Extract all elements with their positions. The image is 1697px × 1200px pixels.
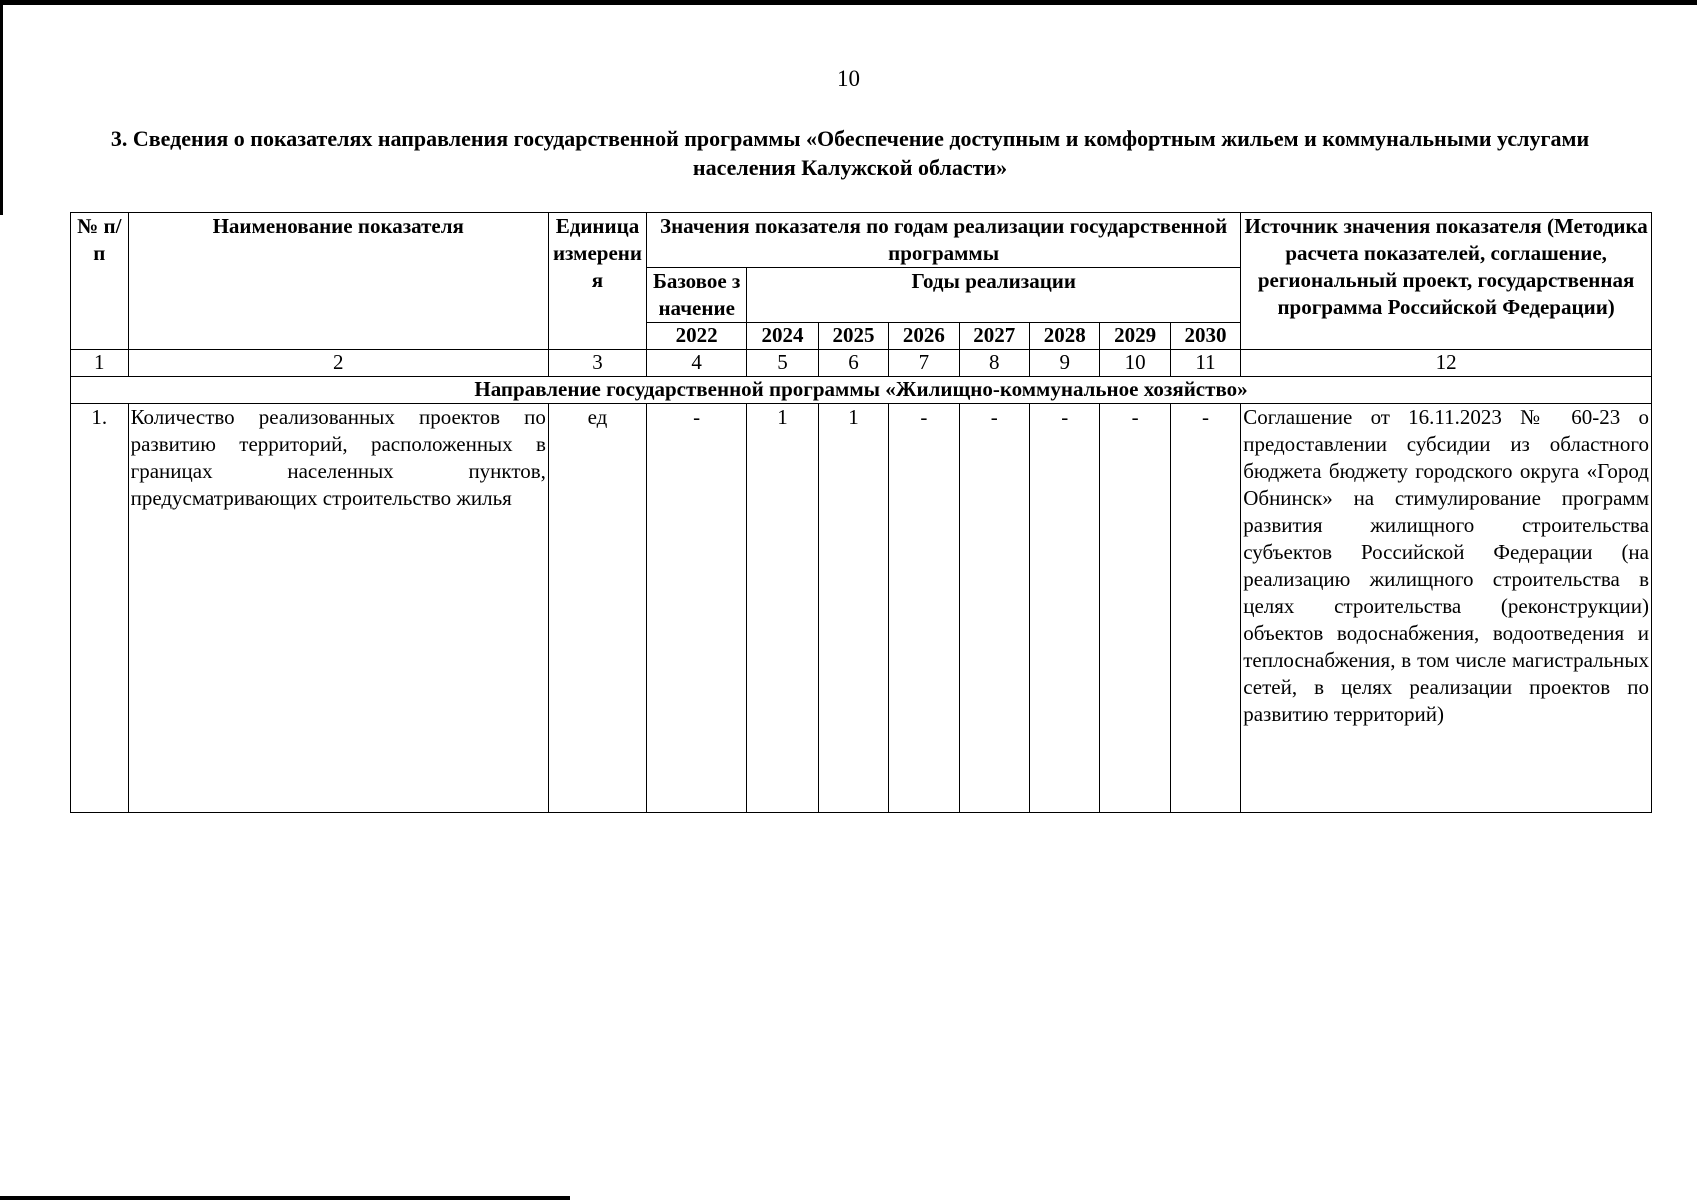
header-year: 2029 <box>1100 323 1170 350</box>
scan-edge-bottom <box>0 1196 570 1200</box>
header-years-group: Годы реализации <box>747 268 1241 323</box>
page-number: 10 <box>837 66 860 91</box>
header-year: 2030 <box>1170 323 1240 350</box>
row-value: 1 <box>747 404 818 813</box>
column-number: 10 <box>1100 350 1170 377</box>
row-value: - <box>959 404 1029 813</box>
header-base-year: 2022 <box>647 323 747 350</box>
section-title: 3. Сведения о показателях направления государственной программы «Обеспечение доступным и комфортным жильем и коммунальными услугами населения Калужской области» <box>110 126 1590 180</box>
header-source: Источник значения показателя (Методика расчета показателей, соглашение, региональный проект, государственная программа Российской Федерации) <box>1241 213 1652 350</box>
row-num: 1. <box>71 404 129 813</box>
row-value: 1 <box>818 404 888 813</box>
column-number: 11 <box>1170 350 1240 377</box>
indicators-table <box>70 212 1652 813</box>
header-values-group: Значения показателя по годам реализации государственной программы <box>647 213 1241 268</box>
row-value: - <box>1100 404 1170 813</box>
column-number: 6 <box>818 350 888 377</box>
header-base: Базовое значение <box>647 268 747 323</box>
header-year: 2028 <box>1030 323 1100 350</box>
column-number: 5 <box>747 350 818 377</box>
header-year: 2025 <box>818 323 888 350</box>
row-value: - <box>1170 404 1240 813</box>
column-number: 8 <box>959 350 1029 377</box>
header-name: Наименование показателя <box>128 213 548 350</box>
scan-edge-left <box>0 0 3 215</box>
row-unit: ед <box>548 404 646 813</box>
header-unit: Единица измерения <box>548 213 646 350</box>
table-row <box>71 404 1652 813</box>
column-number: 2 <box>128 350 548 377</box>
header-year: 2027 <box>959 323 1029 350</box>
column-number: 12 <box>1241 350 1652 377</box>
header-year: 2024 <box>747 323 818 350</box>
column-number: 4 <box>647 350 747 377</box>
header-num: № п/п <box>71 213 129 350</box>
scan-edge-top <box>0 0 1697 5</box>
column-number: 3 <box>548 350 646 377</box>
row-name: Количество реализованных проектов по развитию территорий, расположенных в границах населенных пунктов, предусматривающих строительство жилья <box>128 404 548 813</box>
column-number: 1 <box>71 350 129 377</box>
row-value: - <box>889 404 959 813</box>
row-source: Соглашение от 16.11.2023 № 60-23 о предоставлении субсидии из областного бюджета бюджету городского округа «Город Обнинск» на стимулирование программ развития жилищного строительства субъектов Российской Федерации (на реализацию жилищного строительства в целях строительства (реконструкции) объектов водоснабжения, водоотведения и теплоснабжения, в том числе магистральных сетей, в целях реализации проектов по развитию территорий) <box>1241 404 1652 813</box>
column-number: 7 <box>889 350 959 377</box>
header-year: 2026 <box>889 323 959 350</box>
column-number: 9 <box>1030 350 1100 377</box>
direction-row: Направление государственной программы «Жилищно-коммунальное хозяйство» <box>71 377 1652 404</box>
row-value: - <box>1030 404 1100 813</box>
row-base-value: - <box>647 404 747 813</box>
